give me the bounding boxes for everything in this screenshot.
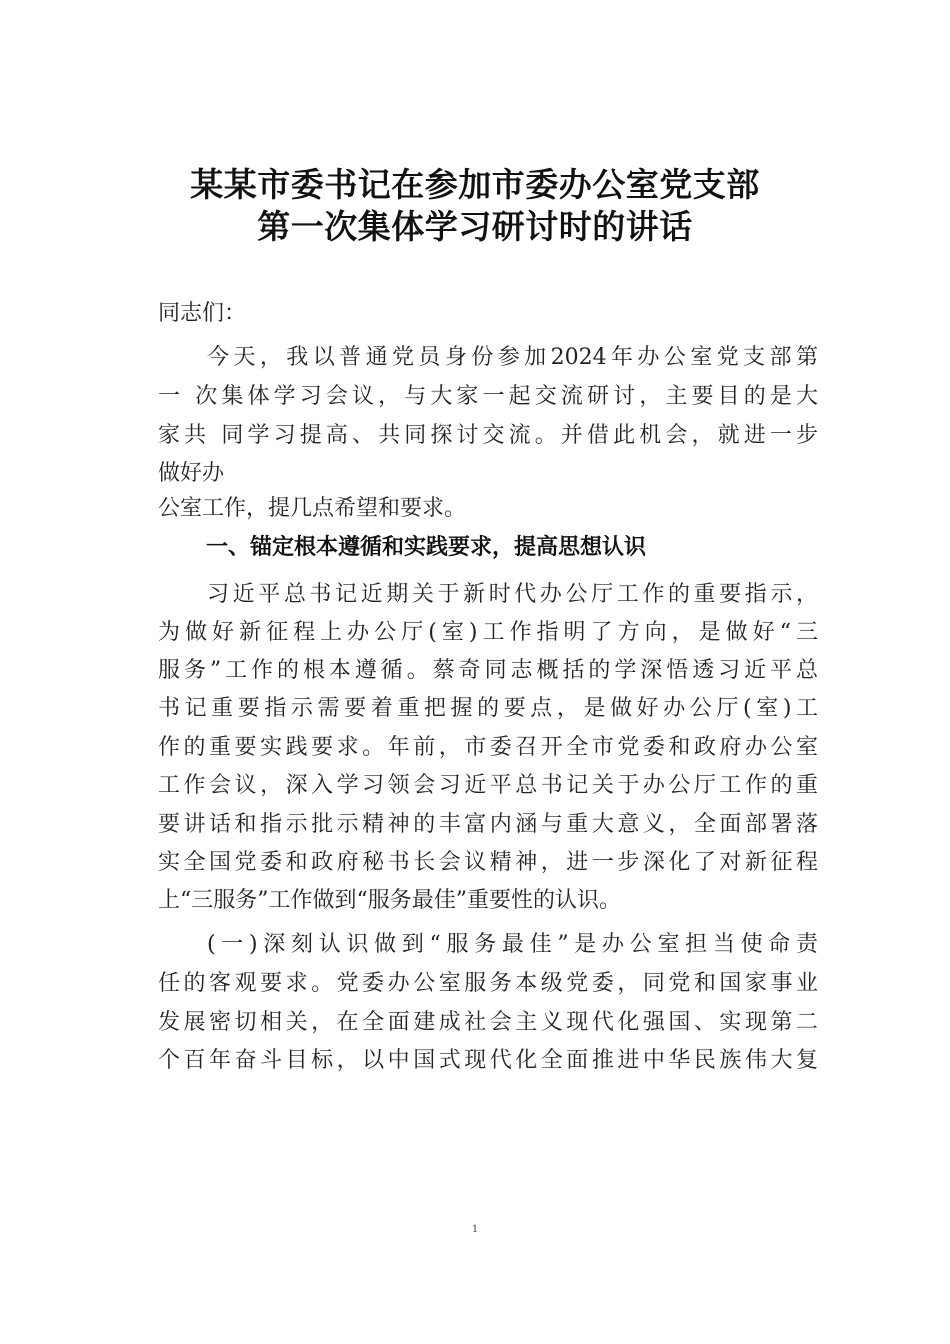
document-title-line-2: 第一次集体学习研讨时的讲话 [257,207,693,246]
section-heading: 一、锚定根本遵循和实践要求，提高思想认识 [206,535,647,560]
page-number: 1 [471,1224,479,1235]
paragraph-line: 任的客观要求。党委办公室服务本级党委，同党和国家事业 [158,971,818,996]
paragraph-line: 书记重要指示需要着重把握的要点，是做好办公厅(室)工 [158,696,818,721]
paragraph-line: 上“三服务”工作做到“服务最佳”重要性的认识。 [158,888,621,913]
intro-line: 一 次集体学习会议，与大家一起交流研讨，主要目的是大 [158,384,818,409]
paragraph-line: 个百年奋斗目标，以中国式现代化全面推进中华民族伟大复 [158,1048,818,1073]
paragraph-line: (一)深刻认识做到“服务最佳”是办公室担当使命责 [207,932,818,957]
paragraph-line: 作的重要实践要求。年前，市委召开全市党委和政府办公室 [158,735,818,760]
paragraph-line: 发展密切相关，在全面建成社会主义现代化强国、实现第二 [158,1010,818,1035]
paragraph-line: 服务”工作的根本遵循。蔡奇同志概括的学深悟透习近平总 [158,658,818,683]
paragraph-line: 实全国党委和政府秘书长会议精神，进一步深化了对新征程 [158,850,818,875]
paragraph-line: 工作会议，深入学习领会习近平总书记关于办公厅工作的重 [158,773,818,798]
intro-line: 做好办 [158,461,225,486]
intro-line: 公室工作，提几点希望和要求。 [158,496,467,521]
paragraph-line: 为做好新征程上办公厅(室)工作指明了方向，是做好“三 [158,620,818,645]
paragraph-line: 要讲话和指示批示精神的丰富内涵与重大意义，全面部署落 [158,812,818,837]
paragraph-line: 习近平总书记近期关于新时代办公厅工作的重要指示， [207,582,818,607]
intro-line: 家共 同学习提高、共同探讨交流。并借此机会，就进一步 [158,423,818,448]
document-title-line-1: 某某市委书记在参加市委办公室党支部 [190,165,760,204]
salutation: 同志们： [158,301,247,326]
intro-line: 今天，我以普通党员身份参加2024年办公室党支部第 [207,345,818,370]
